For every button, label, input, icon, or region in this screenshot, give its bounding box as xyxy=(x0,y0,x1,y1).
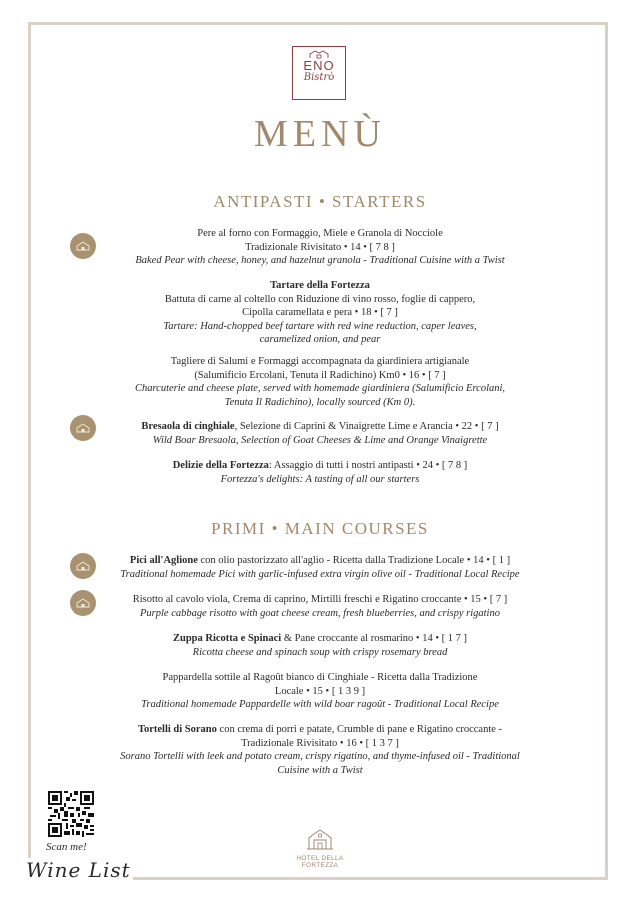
menu-item xyxy=(120,459,520,486)
item-italian: con crema di porri e patate, Crumble di pane e Rigatino croccante - xyxy=(216,724,503,735)
menu-item xyxy=(120,227,520,268)
item-italian: (Salumificio Ercolani, Tenuta il Radichino) Km0 • 16 • [ 7 ] xyxy=(194,369,446,381)
item-english: Ricotta cheese and spinach soup with crispy rosemary bread xyxy=(192,646,448,658)
logo-eno: ENO xyxy=(303,58,335,73)
hotel-badge-icon xyxy=(70,233,96,259)
item-italian: Pere al forno con Formaggio, Miele e Granola di Nocciole xyxy=(197,228,443,239)
item-italian: Cipolla caramellata e pera • 18 • [ 7 ] xyxy=(242,307,398,318)
section-starters-heading: ANTIPASTI • STARTERS xyxy=(213,192,427,211)
qr-code-icon[interactable] xyxy=(48,791,94,837)
item-english: Tartare: Hand-chopped beef tartare with red wine reduction, caper leaves, xyxy=(163,320,477,332)
item-italian: : Assaggio di tutti i nostri antipasti • 24 • [ 7 8 ] xyxy=(268,460,468,471)
item-italian: Tradizionale Rivisitato • 14 • [ 7 8 ] xyxy=(245,241,395,253)
menu-item xyxy=(120,593,520,620)
item-english: Tenuta Il Radichino), locally sourced (Km 0). xyxy=(224,396,416,408)
item-italian: con olio pastorizzato all'aglio - Ricetta dalla Tradizione Locale • 14 • [ 1 ] xyxy=(197,555,511,566)
hotel-badge-icon xyxy=(70,590,96,616)
item-name: Bresaola di cinghiale xyxy=(141,421,235,432)
item-english: Baked Pear with cheese, honey, and hazelnut granola - Traditional Cuisine with a Twist xyxy=(135,255,505,266)
item-italian: Risotto al cavolo viola, Crema di caprino, Mirtilli freschi e Rigatino croccante • 15 • [ 7 ] xyxy=(132,594,508,605)
item-english: Traditional homemade Pici with garlic-infused extra virgin olive oil - Traditional Local Recipe xyxy=(120,568,520,580)
menu-item xyxy=(120,420,520,447)
item-english: Sorano Tortelli with leek and potato cream, crispy rigatino, and thyme-infused oil - Traditional xyxy=(120,751,520,762)
item-italian: Tradizionale Rivisitato • 16 • [ 1 3 7 ] xyxy=(241,737,399,749)
menu-item xyxy=(120,671,520,712)
item-name: Tortelli di Sorano xyxy=(137,724,217,735)
item-italian: Tagliere di Salumi e Formaggi accompagnata da giardiniera artigianale xyxy=(170,356,470,367)
item-english: caramelized onion, and pear xyxy=(259,334,381,345)
section-mains-heading: PRIMI • MAIN COURSES xyxy=(211,519,429,538)
menu-item xyxy=(120,632,520,659)
item-italian: Battuta di carne al coltello con Riduzione di vino rosso, foglie di cappero, xyxy=(164,293,476,305)
item-italian: Pappardella sottile al Ragoût bianco di Cinghiale - Ricetta dalla Tradizione xyxy=(162,672,478,683)
menu-item xyxy=(120,355,520,409)
item-english: Cuisine with a Twist xyxy=(277,764,363,776)
eno-bistro-logo xyxy=(292,46,346,100)
page-title: MENÙ xyxy=(254,113,386,155)
scan-me-label: Scan me! xyxy=(46,841,87,853)
wine-list-link[interactable]: Wine List xyxy=(26,858,131,882)
item-name: Tartare della Fortezza xyxy=(270,280,370,291)
item-name: Zuppa Ricotta e Spinaci xyxy=(172,633,282,644)
item-english: Fortezza's delights: A tasting of all our starters xyxy=(220,473,420,485)
item-english: Charcuterie and cheese plate, served with homemade giardiniera (Salumificio Ercolani, xyxy=(134,383,506,394)
hotel-badge-icon xyxy=(70,415,96,441)
castle-icon xyxy=(305,828,335,850)
item-italian: , Selezione di Caprini & Vinaigrette Lime e Arancia • 22 • [ 7 ] xyxy=(234,421,499,432)
item-english: Purple cabbage risotto with goat cheese cream, fresh blueberries, and crispy rigatino xyxy=(140,607,500,619)
menu-item xyxy=(120,723,520,777)
item-english: Wild Boar Bresaola, Selection of Goat Cheeses & Lime and Orange Vinaigrette xyxy=(152,434,488,446)
hotel-logo xyxy=(280,828,360,869)
item-name: Delizie della Fortezza xyxy=(172,460,269,471)
menu-item xyxy=(120,279,520,347)
logo-bistro: Bistrò xyxy=(303,72,335,83)
item-english: Traditional homemade Pappardelle with wild boar ragoût - Traditional Local Recipe xyxy=(141,699,499,710)
item-name: Pici all'Aglione xyxy=(129,555,198,566)
hotel-badge-icon xyxy=(70,553,96,579)
item-italian: & Pane croccante al rosmarino • 14 • [ 1 7 ] xyxy=(281,633,468,644)
menu-item xyxy=(120,554,520,581)
hotel-name: HOTEL DELLA FORTEZZA xyxy=(296,855,344,869)
item-italian: Locale • 15 • [ 1 3 9 ] xyxy=(274,685,366,697)
